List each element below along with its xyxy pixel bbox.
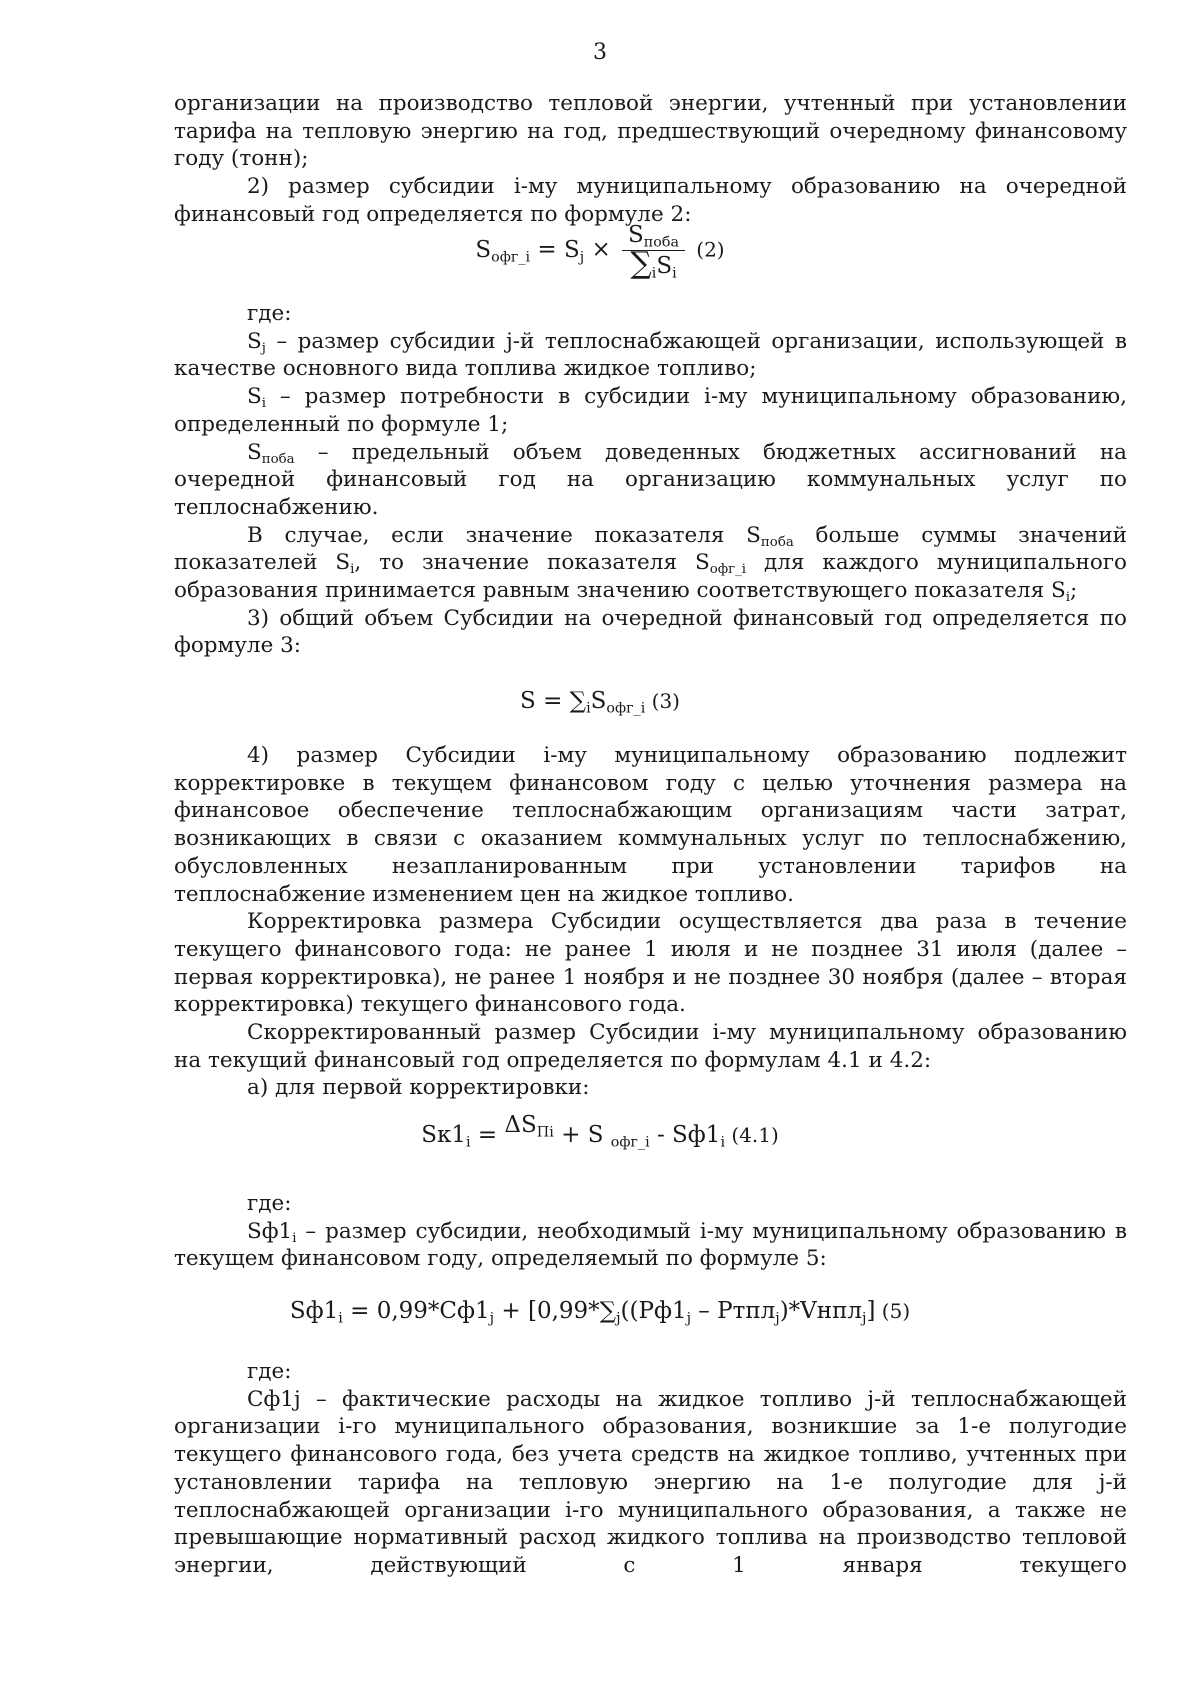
- text-block-1: [174, 90, 1127, 229]
- text-block-where-3: [174, 1358, 1127, 1580]
- formula-5: $Sф1_i = 0,99*Сф1_j + [0,99*\sum_j((Рф1_j$ – Ртпл$_j$)*Vнпл$_j$] (5): [289, 1298, 911, 1327]
- formula-2-fraction: [622, 222, 685, 282]
- text-block-where-2: [174, 1190, 1127, 1273]
- formula-3: $S = \sum_iS_{офг\_i}$ (3): [520, 688, 680, 717]
- paragraph-continuation: организации на производство тепловой энергии, учтенный при установлении тарифа на тепловую энергию на год, предшествующий очередному финансовому году (тонн);: [174, 91, 1127, 172]
- paragraph-correction: Корректировка размера Субсидии осуществляется два раза в течение текущего финансового года: не ранее 1 июля и не позднее 31 июля (далее – первая корректировка), не ранее 1 ноября и не позднее 30 ноября (далее – вторая корректировка) текущего финансового года.: [174, 909, 1127, 1018]
- def-cf1: Сф1j – фактические расходы на жидкое топливо j-й теплоснабжающей организации i-го муниципального образования, возникшие за 1-е полугодие текущего финансового года, без учета средств на жидкое топливо, учтенных при установлении тарифа на тепловую энергию на 1-е полугодие для j-й теплоснабжающей организации i-го муниципального образования, а также не превышающие нормативный расход жидкого топлива на производство тепловой энергии, действующий с 1 января текущего: [174, 1386, 1127, 1578]
- page-number: 3: [593, 40, 607, 65]
- def-sj: $S_j$ – размер субсидии j-й теплоснабжающей организации, использующей в качестве основного вида топлива жидкое топливо;: [174, 328, 1127, 382]
- paragraph-item-4: 4) размер Субсидии i-му муниципальному образованию подлежит корректировке в текущем финансовом году с целью уточнения размера на финансовое обеспечение теплоснабжающим организациям части затрат, возникающих в связи с оказанием коммунальных услуг по теплоснабжению, обусловленных незапланированным при установлении тарифов на теплоснабжение изменением цен на жидкое топливо.: [174, 743, 1127, 907]
- def-sp: $S_{поба}$ – предельный объем доведенных бюджетных ассигнований на очередной финансовый год на организацию коммунальных услуг по теплоснабжению.: [174, 439, 1127, 520]
- formula-2-numerator: $S_{поба}$: [622, 222, 685, 251]
- formula-2-eq: =: [537, 236, 557, 263]
- formula-2-number: (2): [696, 237, 725, 262]
- formula-2-times: ×: [591, 236, 611, 263]
- paragraph-first-correction: а) для первой корректировки:: [247, 1075, 590, 1101]
- paragraph-corrected: Скорректированный размер Субсидии i-му муниципальному образованию на текущий финансовый год определяется по формулам 4.1 и 4.2:: [174, 1020, 1127, 1073]
- formula-2-lhs: $S_{офг\_i}$: [475, 236, 531, 265]
- text-block-2: [174, 742, 1127, 1102]
- formula-2-sj: $S_j$: [563, 236, 585, 265]
- formula-2-denominator: $\sum_iS_i$: [630, 246, 677, 282]
- where-label-2: где:: [247, 1191, 292, 1216]
- def-si: $S_i$ – размер потребности в субсидии i-му муниципальному образованию, определенный по формуле 1;: [174, 384, 1127, 437]
- where-label-3: где:: [247, 1359, 292, 1384]
- paragraph-item-2: 2) размер субсидии i-му муниципальному образованию на очередной финансовый год определяется по формуле 2:: [174, 174, 1127, 227]
- where-label-1: где:: [247, 301, 292, 326]
- paragraph-item-3: 3) общий объем Субсидии на очередной финансовый год определяется по формуле 3:: [174, 605, 1127, 659]
- text-block-where-1: [174, 300, 1127, 660]
- paragraph-case: В случае, если значение показателя $S_{поба}$ больше суммы значений показателей $S_i$, то значение показателя $S_{офг\_i}$ для каждого муниципального образования принимается равным значению соответствующего показателя $S_i$;: [174, 522, 1127, 606]
- formula-2: [0, 222, 1200, 282]
- formula-4-1: $Sк1_i = \Delta S_{Пi} + S$ $_{офг\_i} - Sф1_i$ (4.1): [421, 1112, 779, 1151]
- def-sf1: $Sф1_i$ – размер субсидии, необходимый i-му муниципальному образованию в текущем финансовом году, определяемый по формуле 5:: [174, 1218, 1127, 1272]
